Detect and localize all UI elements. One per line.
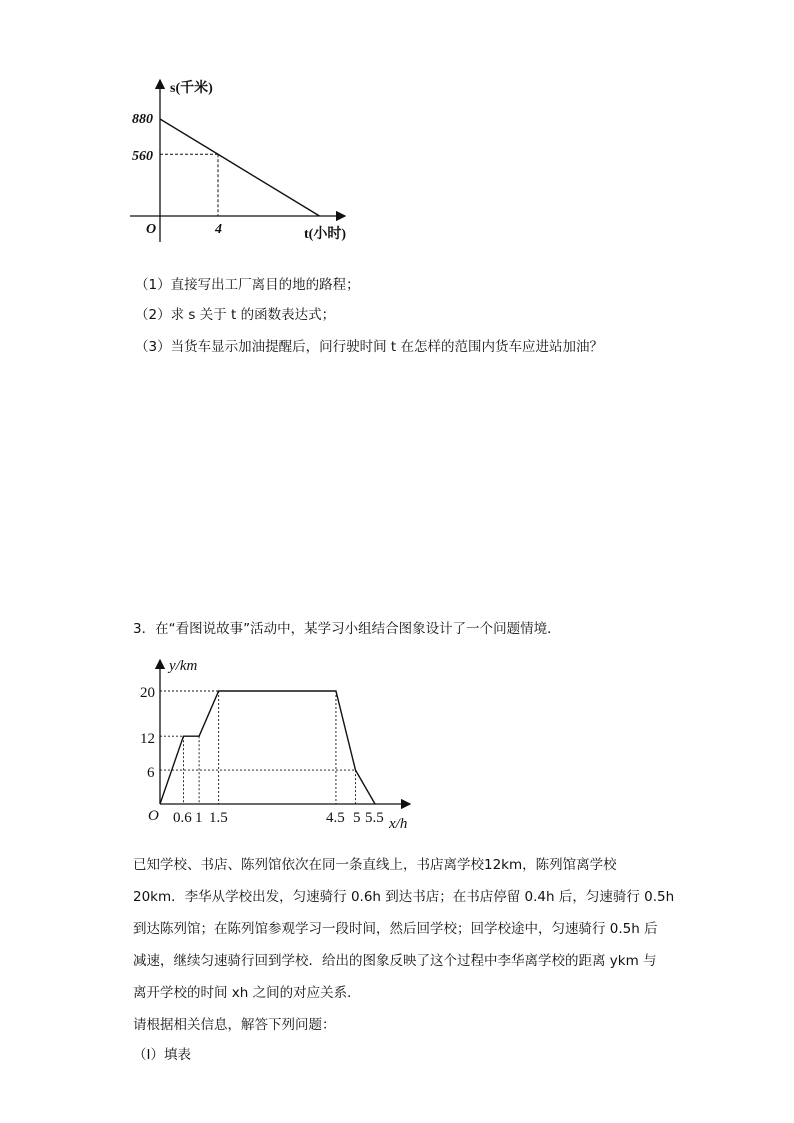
chart2-y-label: y/km bbox=[169, 658, 198, 674]
chart1-xtick-4: 4 bbox=[215, 222, 222, 237]
chart2-xtick-1: 1 bbox=[195, 810, 203, 826]
chart2-ytick-12: 12 bbox=[140, 731, 155, 747]
problem3-line-5: 离开学校的时间 xh 之间的对应关系． bbox=[133, 985, 361, 1001]
chart-distance-time bbox=[120, 70, 370, 254]
chart2-ytick-6: 6 bbox=[147, 765, 155, 781]
problem3-line-2: 20km．李华从学校出发，匀速骑行 0.6h 到达书店；在书店停留 0.4h 后，匀速骑行 0.5h bbox=[133, 889, 675, 905]
chart1-svg bbox=[120, 70, 370, 250]
chart1-x-label: t(小时) bbox=[304, 227, 346, 242]
chart2-origin-label: O bbox=[148, 808, 159, 824]
chart1-ytick-880: 880 bbox=[132, 112, 153, 127]
chart2-ytick-20: 20 bbox=[140, 685, 155, 701]
problem3-part1: （Ⅰ）填表 bbox=[133, 1047, 191, 1063]
problem3-intro: 3．在“看图说故事”活动中，某学习小组结合图象设计了一个问题情境． bbox=[133, 621, 561, 637]
chart-bike-trip bbox=[135, 650, 425, 844]
chart1-y-label: s(千米) bbox=[170, 81, 213, 96]
problem3-line-3: 到达陈列馆；在陈列馆参观学习一段时间，然后回学校；回学校途中，匀速骑行 0.5h 后 bbox=[133, 921, 658, 937]
chart1-ytick-560: 560 bbox=[132, 149, 153, 164]
question-1: （1）直接写出工厂离目的地的路程； bbox=[135, 277, 360, 293]
chart1-origin-label: O bbox=[146, 222, 157, 237]
chart2-xtick-5.5: 5.5 bbox=[365, 810, 384, 826]
chart2-xtick-0.6: 0.6 bbox=[173, 810, 192, 826]
problem3-line-4: 减速，继续匀速骑行回到学校．给出的图象反映了这个过程中李华离学校的距离 ykm 与 bbox=[133, 953, 657, 969]
problem3-prompt: 请根据相关信息，解答下列问题： bbox=[133, 1017, 336, 1033]
chart2-svg bbox=[135, 650, 425, 840]
question-2: （2）求 s 关于 t 的函数表达式； bbox=[135, 307, 336, 323]
chart1-series-line bbox=[160, 119, 320, 216]
question-3: （3）当货车显示加油提醒后，问行驶时间 t 在怎样的范围内货车应进站加油？ bbox=[135, 339, 603, 355]
chart2-xtick-1.5: 1.5 bbox=[209, 810, 228, 826]
chart2-x-label: x/h bbox=[389, 816, 408, 832]
chart2-series-line bbox=[160, 691, 375, 804]
chart2-xtick-4.5: 4.5 bbox=[326, 810, 345, 826]
chart2-xtick-5: 5 bbox=[353, 810, 361, 826]
problem3-line-1: 已知学校、书店、陈列馆依次在同一条直线上，书店离学校12km，陈列馆离学校 bbox=[133, 857, 617, 873]
